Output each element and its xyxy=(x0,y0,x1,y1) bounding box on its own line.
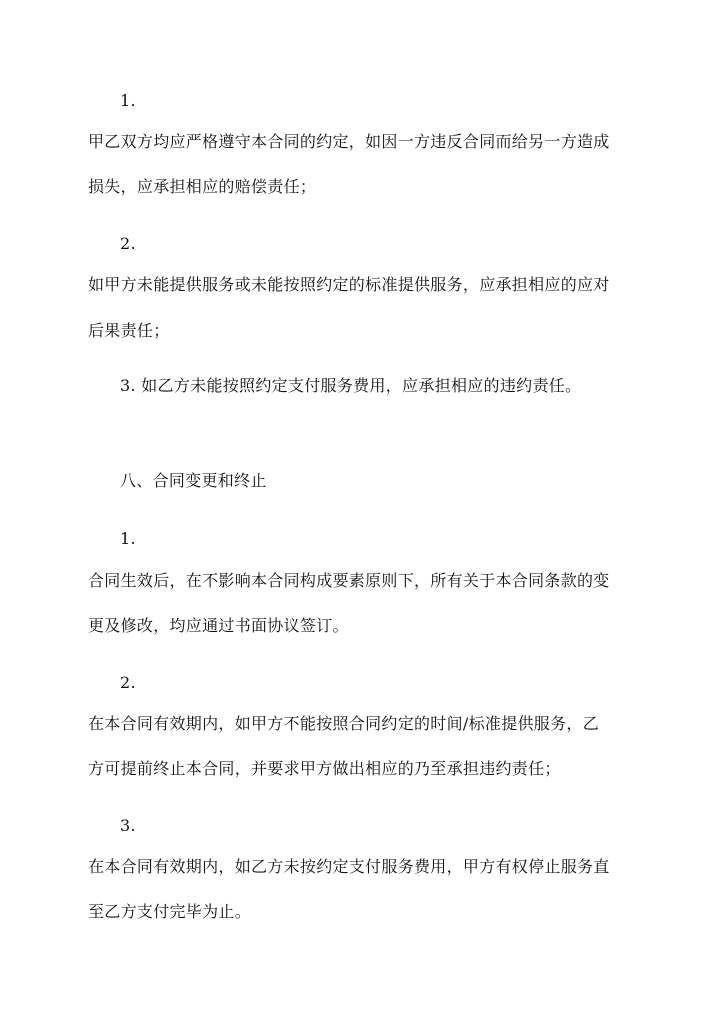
paragraph-line: 更及修改，均应通过书面协议签订。 xyxy=(88,616,349,635)
paragraph-line: 3. 如乙方未能按照约定支付服务费用，应承担相应的违约责任。 xyxy=(120,376,582,395)
paragraph-line: 在本合同有效期内，如乙方未按约定支付服务费用，甲方有权停止服务直 xyxy=(88,857,610,876)
paragraph-line: 损失，应承担相应的赔偿责任； xyxy=(88,177,317,196)
paragraph-line: 在本合同有效期内，如甲方不能按照合同约定的时间/标准提供服务，乙 xyxy=(88,714,599,733)
paragraph-line: 合同生效后，在不影响本合同构成要素原则下，所有关于本合同条款的变 xyxy=(88,571,610,590)
item-number: 1. xyxy=(120,529,136,548)
item-number: 3. xyxy=(120,816,136,835)
item-number: 2. xyxy=(120,234,136,253)
paragraph-line: 方可提前终止本合同，并要求甲方做出相应的乃至承担违约责任； xyxy=(88,759,561,778)
item-number: 1. xyxy=(120,91,136,110)
paragraph-line: 至乙方支付完毕为止。 xyxy=(88,902,252,921)
paragraph-line: 后果责任； xyxy=(88,321,170,340)
paragraph-line: 如甲方未能提供服务或未能按照约定的标准提供服务，应承担相应的应对 xyxy=(88,275,610,294)
section-heading: 八、合同变更和终止 xyxy=(120,471,267,490)
item-number: 2. xyxy=(120,673,136,692)
paragraph-line: 甲乙双方均应严格遵守本合同的约定，如因一方违反合同而给另一方造成 xyxy=(88,132,610,151)
